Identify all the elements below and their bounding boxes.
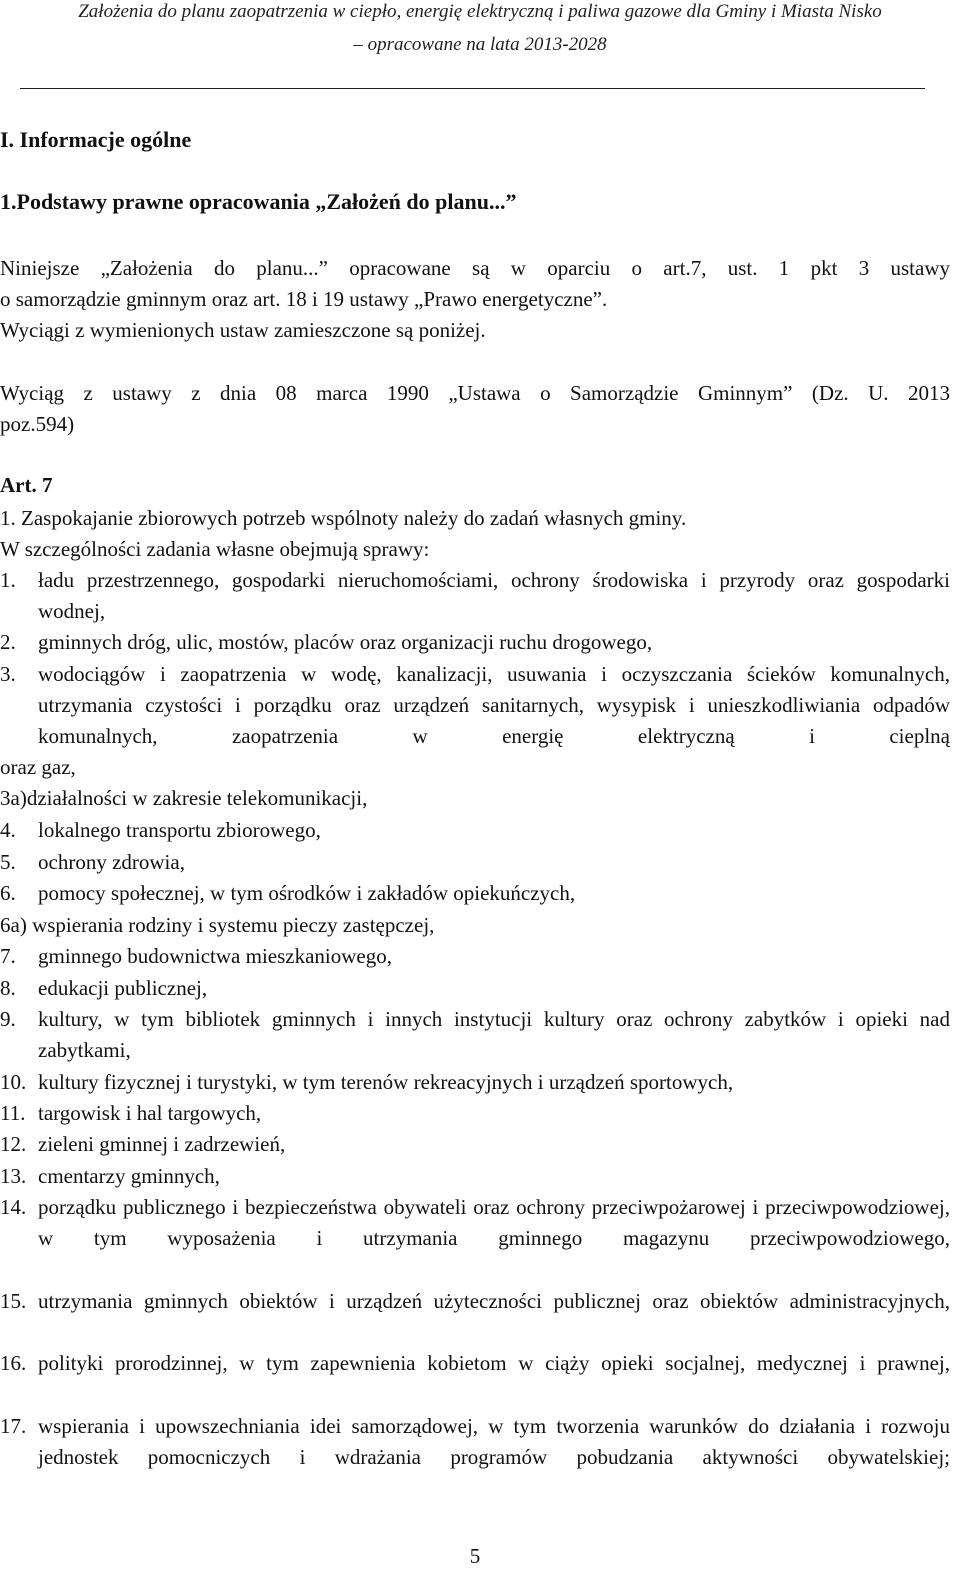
intro-line-2: o samorządzie gminnym oraz art. 18 i 19 ustawy „Prawo energetyczne”.	[0, 287, 608, 311]
item-number: 6.	[0, 881, 16, 905]
item-number: 3.	[0, 662, 16, 686]
item-text: kultury, w tym bibliotek gminnych i innych instytucji kultury oraz ochrony zabytków i opieki nad zabytkami,	[38, 1007, 950, 1062]
item-text: ładu przestrzennego, gospodarki nieruchomościami, ochrony środowiska i przyrody oraz gospodarki wodnej,	[38, 568, 950, 623]
item-number: 2.	[0, 630, 16, 654]
item-text: targowisk i hal targowych,	[38, 1101, 262, 1125]
item-number: 15.	[0, 1289, 27, 1313]
item-text: porządku publicznego i bezpieczeństwa obywateli oraz ochrony przeciwpożarowej i przeciwpowodziowej, w tym wyposażenia i utrzymania gminnego magazynu przeciwpowodziowego,	[38, 1195, 950, 1250]
item-number: 8.	[0, 976, 16, 1000]
item-number: 11.	[0, 1101, 26, 1125]
item-number: 9.	[0, 1007, 16, 1031]
header-subtitle: – opracowane na lata 2013-2028	[353, 34, 607, 55]
item-number: 16.	[0, 1351, 27, 1375]
article-paragraph-2: W szczególności zadania własne obejmują sprawy:	[0, 537, 430, 561]
item-text: cmentarzy gminnych,	[38, 1164, 220, 1188]
intro-line-1: Niniejsze „Założenia do planu...” opracowane są w oparciu o art.7, ust. 1 pkt 3 ustawy	[0, 256, 950, 280]
item-text: gminnych dróg, ulic, mostów, placów oraz organizacji ruchu drogowego,	[38, 630, 653, 654]
article-title: Art. 7	[0, 473, 53, 497]
excerpt-line-2: poz.594)	[0, 412, 75, 436]
item-text: 6a) wspierania rodziny i systemu pieczy zastępczej,	[0, 913, 435, 937]
item-text: polityki prorodzinnej, w tym zapewnienia kobietom w ciąży opieki socjalnej, medycznej i prawnej,	[38, 1351, 950, 1375]
item-text: kultury fizycznej i turystyki, w tym terenów rekreacyjnych i urządzeń sportowych,	[38, 1070, 734, 1094]
item-number: 10.	[0, 1070, 27, 1094]
item-number: 12.	[0, 1132, 27, 1156]
excerpt-line-1: Wyciąg z ustawy z dnia 08 marca 1990 „Ustawa o Samorządzie Gminnym” (Dz. U. 2013	[0, 381, 950, 405]
item-text: pomocy społecznej, w tym ośrodków i zakładów opiekuńczych,	[38, 881, 576, 905]
item-text: utrzymania gminnych obiektów i urządzeń użyteczności publicznej oraz obiektów administracyjnych,	[38, 1289, 950, 1313]
section-title: I. Informacje ogólne	[0, 127, 192, 152]
item-text: edukacji publicznej,	[38, 976, 208, 1000]
intro-line-3: Wyciągi z wymienionych ustaw zamieszczone są poniżej.	[0, 318, 486, 342]
item-text: 3a)działalności w zakresie telekomunikacji,	[0, 786, 368, 810]
item-number: 14.	[0, 1195, 27, 1219]
item-text: wspierania i upowszechniania idei samorządowej, w tym tworzenia warunków do działania i rozwoju jednostek pomocniczych i wdrażania programów pobudzania aktywności obywatelskiej;	[38, 1414, 950, 1469]
item-text: zieleni gminnej i zadrzewień,	[38, 1132, 286, 1156]
page-number: 5	[469, 1544, 481, 1568]
subsection-title: 1.Podstawy prawne opracowania „Założeń do planu...”	[0, 189, 517, 214]
item-number: 13.	[0, 1164, 27, 1188]
item-number: 4.	[0, 818, 16, 842]
item-number: 5.	[0, 850, 16, 874]
header-divider	[20, 88, 925, 89]
item-number: 1.	[0, 568, 16, 592]
article-paragraph-1: 1. Zaspokajanie zbiorowych potrzeb wspólnoty należy do zadań własnych gminy.	[0, 506, 687, 530]
item-number: 7.	[0, 944, 16, 968]
header-title: Założenia do planu zaopatrzenia w ciepło, energię elektryczną i paliwa gazowe dla Gminy i Miasta Nisko	[78, 1, 882, 22]
item-text: lokalnego transportu zbiorowego,	[38, 818, 321, 842]
item-text: ochrony zdrowia,	[38, 850, 185, 874]
item-text-tail: oraz gaz,	[0, 755, 76, 779]
item-text: gminnego budownictwa mieszkaniowego,	[38, 944, 393, 968]
item-text: wodociągów i zaopatrzenia w wodę, kanalizacji, usuwania i oczyszczania ścieków komunalnych, utrzymania czystości i porządku oraz urządzeń sanitarnych, wysypisk i unieszkodliwiania odpadów komunalnych, zaopatrzenia w energię elektryczną i cieplną	[38, 662, 950, 748]
item-number: 17.	[0, 1414, 27, 1438]
